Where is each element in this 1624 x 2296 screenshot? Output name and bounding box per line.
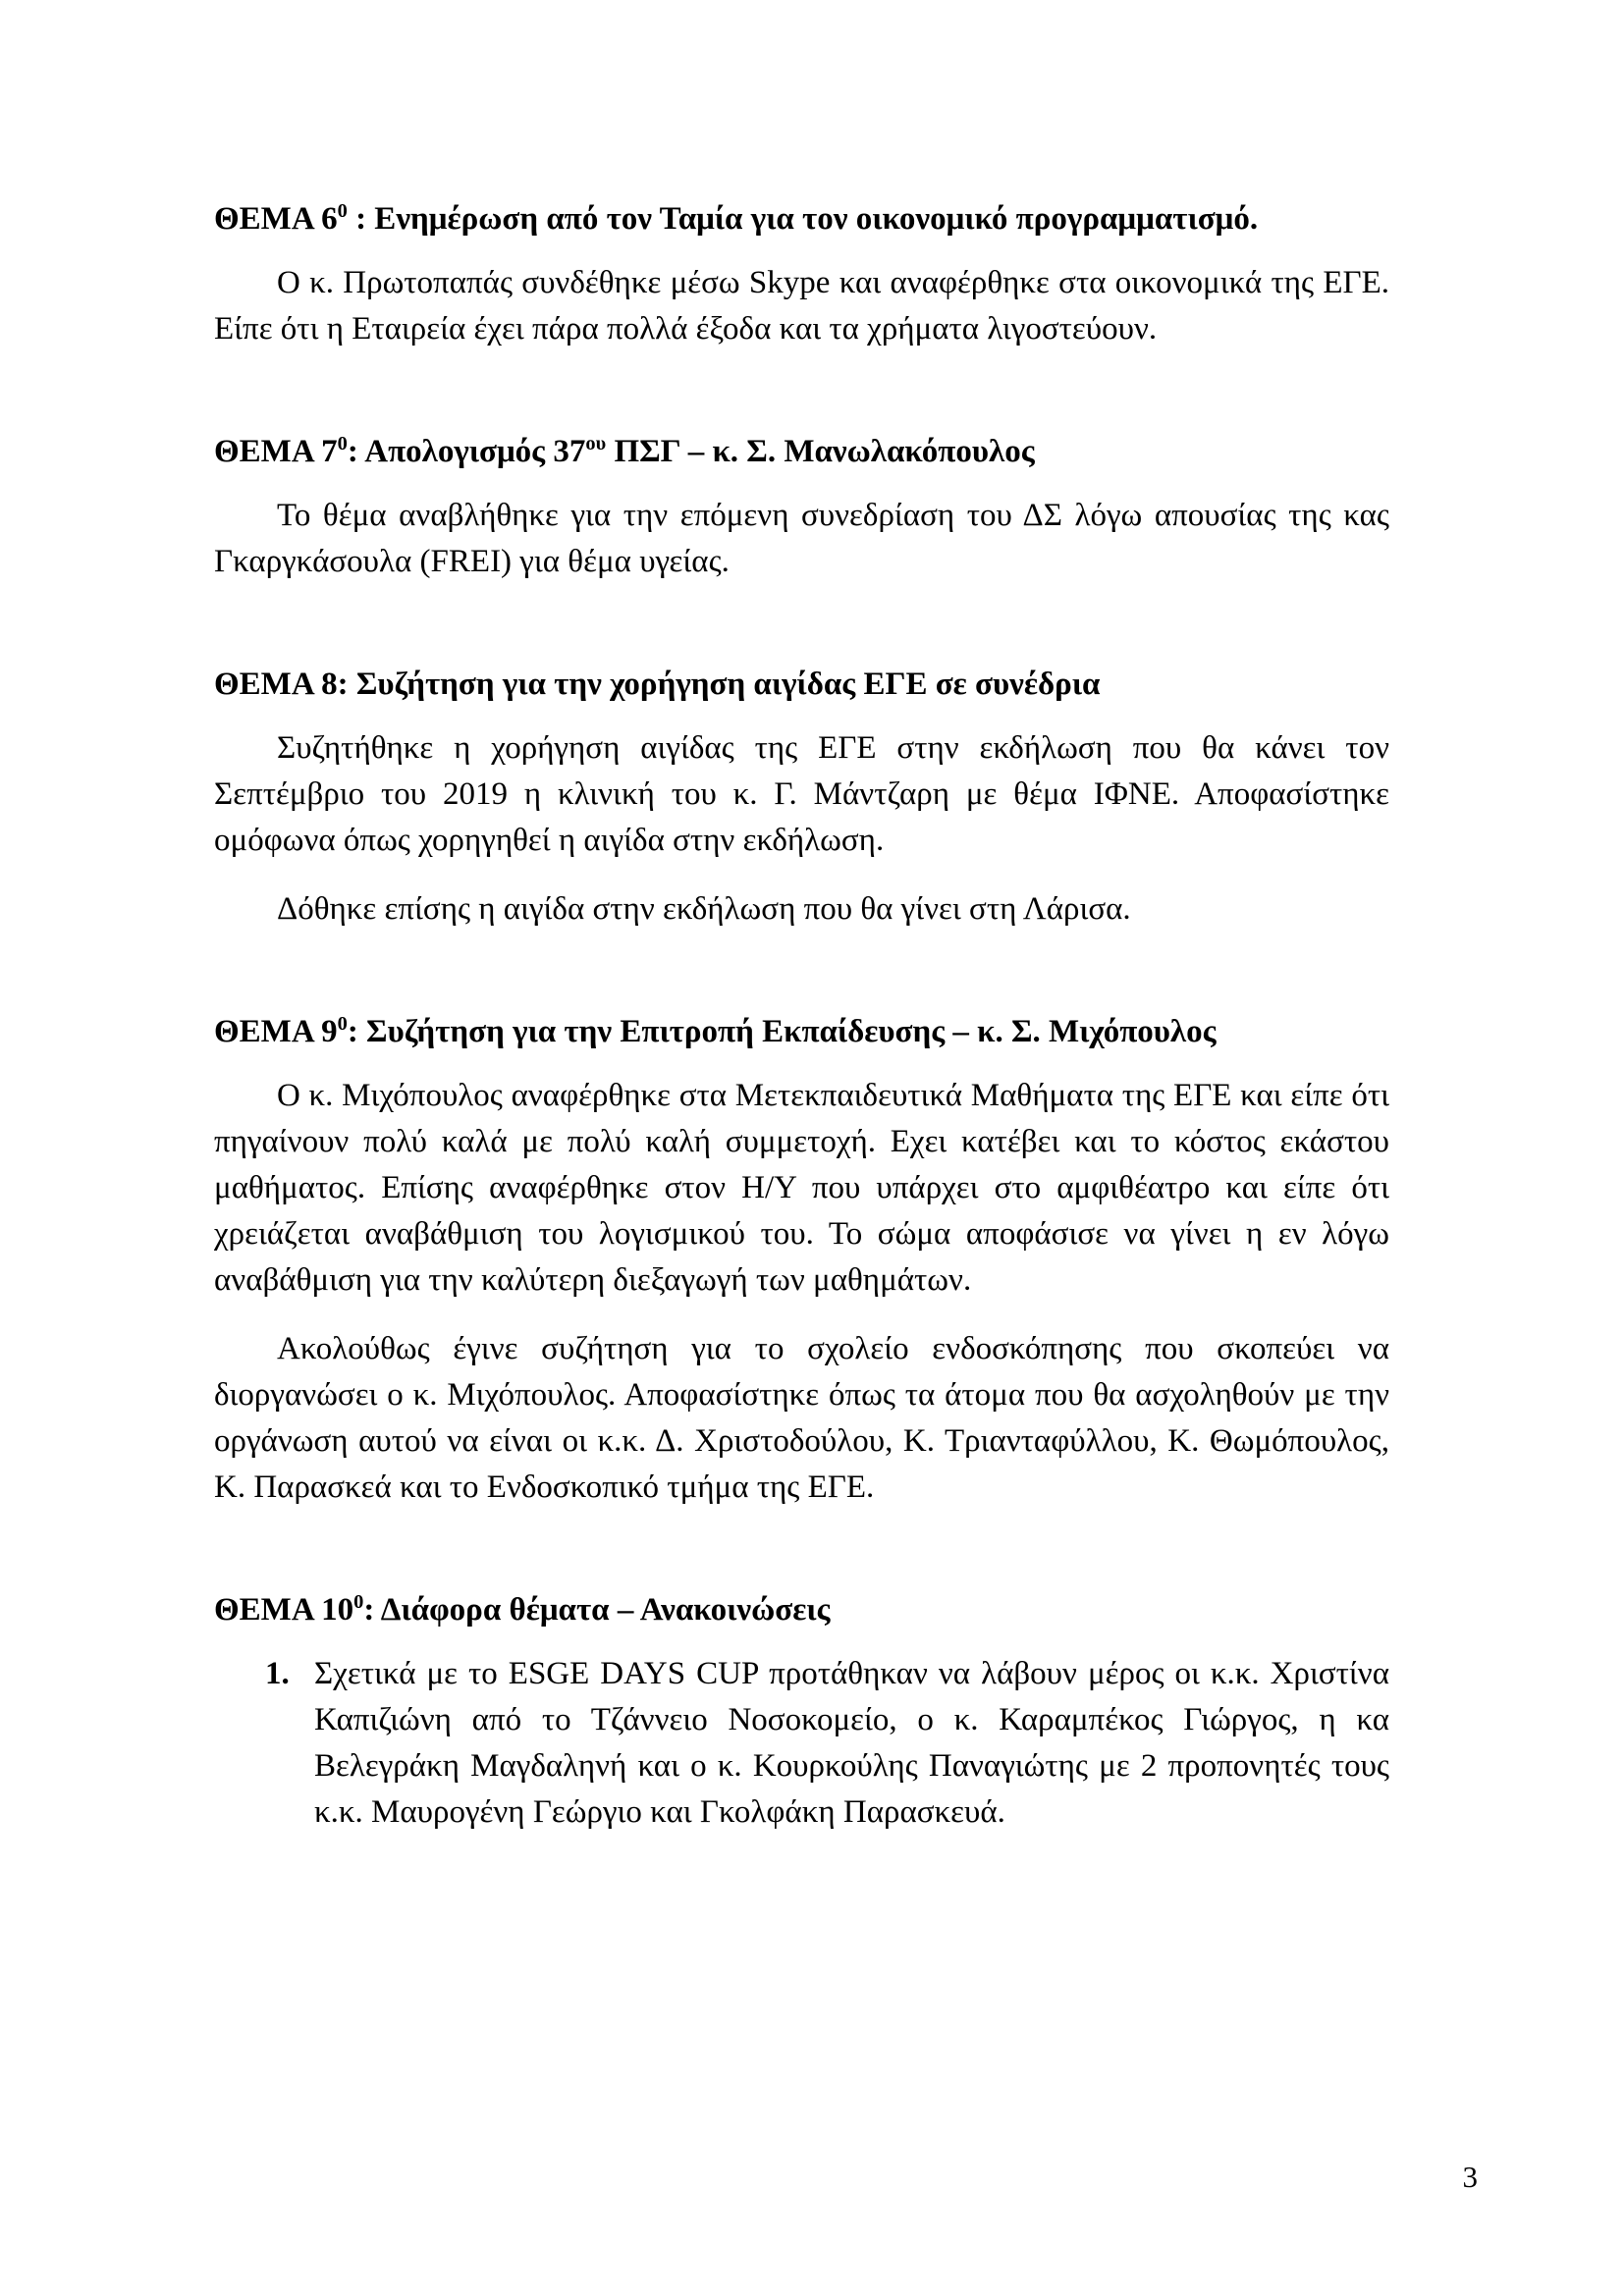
heading-text: : Ενημέρωση από τον Ταμία για τον οικονομικό προγραμματισμό. bbox=[347, 201, 1259, 237]
heading-superscript: 0 bbox=[337, 200, 348, 222]
paragraph: Ακολούθως έγινε συζήτηση για το σχολείο ενδοσκόπησης που σκοπεύει να διοργανώσει ο κ. Μιχόπουλος. Αποφασίστηκε όπως τα άτομα που θα ασχοληθούν με την οργάνωση αυτού να είναι οι κ.κ. Δ. Χριστοδούλου, Κ. Τριανταφύλλου, Κ. Θωμόπουλος, Κ. Παρασκεά και το Ενδοσκοπικό τμήμα της ΕΓΕ. bbox=[214, 1331, 1389, 1505]
heading-superscript: ου bbox=[585, 433, 607, 454]
section-thema-9 bbox=[214, 1009, 1389, 1511]
heading-text: ΠΣΓ – κ. Σ. Μανωλακόπουλος bbox=[606, 434, 1035, 469]
heading-superscript: 0 bbox=[353, 1591, 364, 1613]
section-heading-thema-6 bbox=[214, 196, 1389, 242]
paragraph: Το θέμα αναβλήθηκε για την επόμενη συνεδρίαση του ΔΣ λόγω απουσίας της κας Γκαργκάσουλα (FREI) για θέμα υγείας. bbox=[214, 498, 1389, 579]
paragraph: Δόθηκε επίσης η αιγίδα στην εκδήλωση που θα γίνει στη Λάρισα. bbox=[277, 891, 1131, 927]
heading-superscript: 0 bbox=[337, 1013, 348, 1035]
section-thema-6 bbox=[214, 196, 1389, 352]
list-item-text: Σχετικά με το ESGE DAYS CUP προτάθηκαν να λάβουν μέρος οι κ.κ. Χριστίνα Καπιζιώνη από το Τζάννειο Νοσοκομείο, ο κ. Καραμπέκος Γιώργος, η κα Βελεγράκη Μαγδαληνή και ο κ. Κουρκούλης Παναγιώτης με 2 προπονητές τους κ.κ. Μαυρογένη Γεώργιο και Γκολφάκη Παρασκευά. bbox=[314, 1656, 1389, 1830]
section-heading-thema-10 bbox=[214, 1587, 1389, 1633]
paragraph: Ο κ. Πρωτοπαπάς συνδέθηκε μέσω Skype και αναφέρθηκε στα οικονομικά της ΕΓΕ. Είπε ότι η Εταιρεία έχει πάρα πολλά έξοδα και τα χρήματα λιγοστεύουν. bbox=[214, 265, 1389, 347]
heading-text: ΘΕΜΑ 10 bbox=[214, 1592, 354, 1628]
section-heading-thema-9 bbox=[214, 1009, 1389, 1055]
section-thema-10 bbox=[214, 1587, 1389, 1836]
heading-text: : Διάφορα θέματα – Ανακοινώσεις bbox=[363, 1592, 831, 1628]
heading-text: ΘΕΜΑ 7 bbox=[214, 434, 338, 469]
list-item bbox=[214, 1651, 1389, 1836]
list-item-number: 1. bbox=[265, 1656, 290, 1691]
heading-text: ΘΕΜΑ 6 bbox=[214, 201, 338, 237]
heading-text: : Συζήτηση για την Επιτροπή Εκπαίδευσης – κ. Σ. Μιχόπουλος bbox=[347, 1014, 1217, 1049]
heading-text: ΘΕΜΑ 9 bbox=[214, 1014, 338, 1049]
heading-superscript: 0 bbox=[337, 433, 348, 454]
section-heading-thema-8 bbox=[214, 662, 1389, 708]
heading-text: : Απολογισμός 37 bbox=[347, 434, 586, 469]
section-thema-7 bbox=[214, 429, 1389, 585]
page-number: 3 bbox=[1462, 2160, 1478, 2194]
paragraph: Συζητήθηκε η χορήγηση αιγίδας της ΕΓΕ στην εκδήλωση που θα κάνει τον Σεπτέμβριο του 2019 η κλινική του κ. Γ. Μάντζαρη με θέμα ΙΦΝΕ. Αποφασίστηκε ομόφωνα όπως χορηγηθεί η αιγίδα στην εκδήλωση. bbox=[214, 730, 1389, 858]
paragraph: Ο κ. Μιχόπουλος αναφέρθηκε στα Μετεκπαιδευτικά Μαθήματα της ΕΓΕ και είπε ότι πηγαίνουν πολύ καλά με πολύ καλή συμμετοχή. Εχει κατέβει και το κόστος εκάστου μαθήματος. Επίσης αναφέρθηκε στον Η/Υ που υπάρχει στο αμφιθέατρο και είπε ότι χρειάζεται αναβάθμιση του λογισμικού του. Το σώμα αποφάσισε να γίνει η εν λόγω αναβάθμιση για την καλύτερη διεξαγωγή των μαθημάτων. bbox=[214, 1078, 1389, 1298]
heading-text: ΘΕΜΑ 8: Συζήτηση για την χορήγηση αιγίδας ΕΓΕ σε συνέδρια bbox=[214, 667, 1101, 702]
section-heading-thema-7 bbox=[214, 429, 1389, 475]
section-thema-8 bbox=[214, 662, 1389, 933]
